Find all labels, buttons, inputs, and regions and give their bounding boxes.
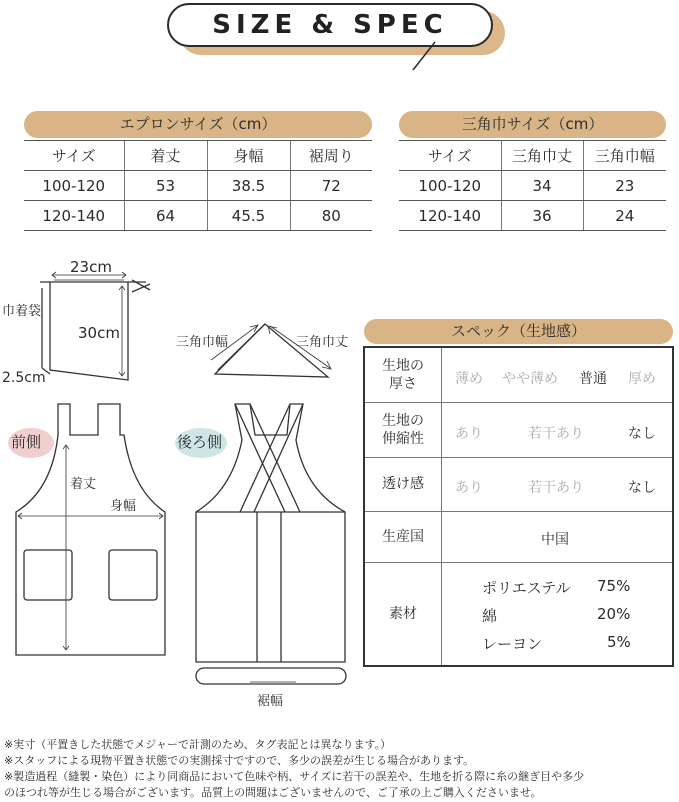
apron-size-table (24, 140, 372, 231)
table-row (24, 171, 372, 201)
thickness-option: 薄め (455, 371, 483, 387)
column-header: 身幅 (207, 141, 290, 171)
stretch-option: あり (455, 426, 483, 442)
material-pct: 5% (607, 633, 631, 651)
table-cell: 34 (501, 171, 583, 201)
table-header-row (24, 141, 372, 171)
table-cell: 120-140 (399, 201, 501, 231)
table-cell: 64 (124, 201, 207, 231)
front-label: 前側 (11, 433, 42, 451)
spec-row-stretch (365, 403, 672, 458)
table-cell: 24 (583, 201, 666, 231)
apron-table-title: エプロンサイズ（cm） (24, 111, 372, 138)
stretch-option-selected: なし (628, 426, 656, 442)
thickness-option: 厚め (628, 371, 656, 387)
chest-label: 身幅 (110, 499, 137, 514)
sheer-option: あり (455, 480, 483, 496)
table-row (399, 201, 666, 231)
spec-label: 生産国 (365, 512, 442, 562)
note-line: のほつれ等が生じる場合がございます。品質上の問題はございませんので、ご了承の上ご購入くださいませ。 (4, 786, 542, 799)
material-name: ポリエステル (482, 579, 571, 597)
spec-label: 生地の 厚さ (365, 348, 442, 402)
table-cell: 53 (124, 171, 207, 201)
pouch-depth-label: 2.5cm (2, 370, 46, 386)
scarf-length-label: 三角巾丈 (296, 335, 349, 350)
spec-title: スペック（生地感） (364, 319, 673, 344)
page-title: SIZE & SPEC (212, 10, 448, 40)
note-line: ※製造過程（縫製・染色）により同商品において色味や柄、サイズに若干の誤差や、生地を折る際に糸の継ぎ目や多少 (4, 770, 585, 783)
table-row (399, 171, 666, 201)
table-cell: 23 (583, 171, 666, 201)
material-pct: 20% (597, 605, 631, 623)
spec-row-thickness (365, 348, 672, 403)
table-cell: 100-120 (399, 171, 501, 201)
length-label: 着丈 (70, 477, 97, 492)
column-header: 三角巾丈 (501, 141, 583, 171)
spec-row-sheer (365, 458, 672, 512)
pouch-label: 巾着袋 (2, 304, 42, 319)
pouch-width-label: 23cm (70, 258, 112, 276)
hem-label: 裾幅 (257, 694, 284, 709)
spec-label: 素材 (365, 563, 442, 665)
banner-pointer (405, 40, 445, 74)
hem-drawing (196, 668, 346, 684)
scarf-width-label: 三角巾幅 (176, 335, 229, 350)
column-header: 三角巾幅 (583, 141, 666, 171)
spec-row-material (365, 563, 672, 665)
note-line: ※スタッフによる現物平置き状態での実測採寸ですので、多少の誤差が生じる場合があります。 (4, 754, 475, 767)
stretch-option: 若干あり (528, 426, 584, 442)
sheer-option: 若干あり (528, 480, 584, 496)
material-name: 綿 (482, 607, 498, 625)
material-pct: 75% (597, 577, 631, 595)
spec-label: 透け感 (365, 458, 442, 511)
scarf-table-title: 三角巾サイズ（cm） (399, 111, 666, 138)
spec-label: 生地の 伸縮性 (365, 403, 442, 457)
sheer-option-selected: なし (628, 480, 656, 496)
table-row (24, 201, 372, 231)
table-header-row (399, 141, 666, 171)
column-header: 裾周り (290, 141, 372, 171)
material-name: レーヨン (482, 635, 543, 653)
origin-value: 中国 (541, 532, 569, 548)
pouch-height-label: 30cm (78, 324, 120, 342)
notes (4, 737, 676, 801)
scarf-size-table (399, 140, 666, 231)
garment-diagram (0, 250, 360, 720)
column-header: サイズ (399, 141, 501, 171)
thickness-option: やや薄め (502, 371, 558, 387)
column-header: サイズ (24, 141, 124, 171)
title-banner (167, 3, 505, 55)
back-label: 後ろ側 (177, 433, 223, 451)
table-cell: 45.5 (207, 201, 290, 231)
spec-table (363, 346, 674, 667)
table-cell: 38.5 (207, 171, 290, 201)
spec-row-origin (365, 512, 672, 563)
note-line: ※実寸（平置きした状態でメジャーで計測のため、タグ表記とは異なります。） (4, 738, 392, 751)
table-cell: 100-120 (24, 171, 124, 201)
column-header: 着丈 (124, 141, 207, 171)
table-cell: 120-140 (24, 201, 124, 231)
table-cell: 36 (501, 201, 583, 231)
table-cell: 80 (290, 201, 372, 231)
table-cell: 72 (290, 171, 372, 201)
thickness-option-selected: 普通 (579, 371, 607, 387)
